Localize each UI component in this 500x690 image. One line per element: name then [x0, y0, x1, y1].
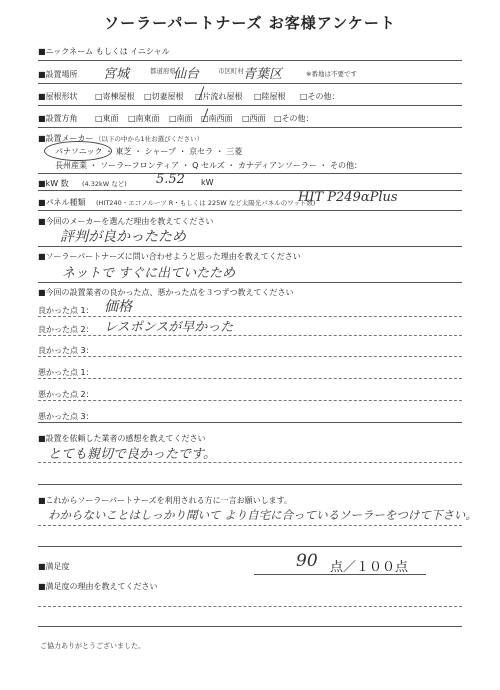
- good-point-3-underline: [38, 356, 462, 357]
- panel-underline: [38, 210, 462, 211]
- roof-underline: [38, 105, 462, 106]
- location-underline: [38, 83, 462, 84]
- impression-underline-1: [38, 462, 462, 463]
- good-point-2-underline: [38, 335, 462, 336]
- direction-option-3[interactable]: □南面: [169, 114, 193, 123]
- direction-option-1[interactable]: □東面: [95, 114, 119, 123]
- direction-option-6[interactable]: □その他：: [274, 114, 314, 123]
- points-label: ■今回の設置業者の良かった点、悪かった点を３つずつ教えてください: [38, 288, 294, 297]
- nickname-underline: [38, 60, 462, 61]
- good-point-2-answer: レスポンスが早かった: [104, 320, 234, 335]
- roof-label: ■屋根形状: [38, 92, 78, 101]
- good-point-1-answer: 価格: [104, 299, 132, 315]
- bad-point-2-underline: [38, 400, 462, 401]
- satisfaction-unit: 点／１００点: [330, 560, 409, 575]
- kw-underline: [38, 190, 462, 191]
- satisfaction-reason-underline-2: [38, 626, 462, 627]
- reason-maker-label: ■今回のメーカーを選んだ理由を教えてください: [38, 217, 214, 226]
- satisfaction-label: ■満足度: [38, 562, 70, 571]
- location-town-answer: 青葉区: [243, 67, 283, 82]
- panel-label: ■パネル種類: [38, 198, 86, 207]
- panel-value-answer: HIT P249αPlus: [298, 190, 398, 205]
- reason-maker-answer: 評判が良かったため: [60, 229, 186, 245]
- location-city-unit: 市区町村: [218, 67, 244, 75]
- good-point-1-underline: [38, 316, 462, 317]
- reason-partners-underline: [38, 282, 462, 283]
- panel-hint: (HIT240・エコノルーツ R・もしくは 225W など太陽光パネルのワット数): [96, 199, 316, 207]
- maker-underline: [38, 173, 462, 174]
- page-title: ソーラーパートナーズ お客様アンケート: [104, 14, 396, 32]
- direction-option-4[interactable]: □南西面: [201, 114, 233, 123]
- roof-option-1[interactable]: □寄棟屋根: [95, 92, 135, 101]
- roof-option-3[interactable]: □片流れ屋根: [195, 92, 243, 101]
- direction-label: ■設置方角: [38, 114, 78, 123]
- direction-option-2[interactable]: □南東面: [128, 114, 160, 123]
- maker-options-row2: 長州産業 ・ ソーラーフロンティア ・ Q セルズ ・ カナディアンソーラー ・ その他：: [55, 161, 362, 170]
- location-label: ■設置場所: [38, 70, 78, 79]
- maker-hint: （以下の中から1社お選びください）: [95, 135, 204, 143]
- impression-underline-2: [38, 484, 462, 485]
- direction-option-5[interactable]: □西面: [242, 114, 266, 123]
- location-pref-answer: 宮城: [103, 67, 130, 82]
- good-point-1-label: 良かった点 1：: [38, 306, 94, 315]
- location-pref-unit: 都道府県: [150, 67, 176, 75]
- location-note: ※番地は不要です: [306, 70, 357, 78]
- kw-unit: kW: [201, 178, 214, 187]
- advice-label: ■これからソーラーパートナーズを利用される方に一言お願いします。: [38, 496, 292, 505]
- satisfaction-reason-underline-1: [38, 606, 462, 607]
- bad-point-2-label: 悪かった点 2：: [38, 390, 94, 399]
- bad-point-3-label: 悪かった点 3：: [38, 412, 94, 421]
- advice-underline-2: [38, 546, 462, 547]
- good-point-2-label: 良かった点 2：: [38, 325, 94, 334]
- maker-options-row1: パナソニック ・ 東芝 ・ シャープ ・ 京セラ ・ 三菱: [55, 147, 243, 156]
- location-city-answer: 仙台: [173, 67, 200, 82]
- kw-value-answer: 5.52: [156, 172, 185, 187]
- maker-selected-circle: [44, 141, 112, 161]
- satisfaction-value-underline: [254, 574, 426, 575]
- kw-hint: (4.32kW など): [82, 180, 127, 188]
- bad-point-1-label: 悪かった点 1：: [38, 368, 94, 377]
- kw-label: ■kW 数: [38, 179, 69, 188]
- reason-partners-answer: ネットで すぐに出ていたため: [62, 266, 236, 281]
- advice-answer: わからないことはしっかり聞いて より自宅に合っているソーラーをつけて下さい。: [48, 508, 477, 522]
- satisfaction-value: 90: [296, 551, 318, 571]
- roof-option-2[interactable]: □切妻屋根: [144, 92, 184, 101]
- good-point-3-label: 良かった点 3：: [38, 346, 94, 355]
- roof-option-5[interactable]: □その他：: [300, 92, 340, 101]
- bad-point-3-underline: [38, 422, 462, 423]
- advice-underline-1: [38, 525, 462, 526]
- reason-partners-label: ■ソーラーパートナーズに問い合わせようと思った理由を教えてください: [38, 252, 301, 261]
- reason-maker-underline: [38, 246, 462, 247]
- maker-label: ■設置メーカー: [38, 134, 94, 143]
- nickname-label: ■ニックネーム もしくは イニシャル: [38, 47, 170, 56]
- bad-point-1-underline: [38, 378, 462, 379]
- roof-option-4[interactable]: □陸屋根: [254, 92, 286, 101]
- impression-label: ■設置を依頼した業者の感想を教えてください: [38, 434, 206, 443]
- impression-answer: とても親切で良かったです。: [48, 447, 216, 462]
- satisfaction-reason-label: ■満足度の理由を教えてください: [38, 582, 158, 591]
- direction-underline: [38, 127, 462, 128]
- footer-thanks: ご協力ありがとうございました。: [40, 642, 145, 650]
